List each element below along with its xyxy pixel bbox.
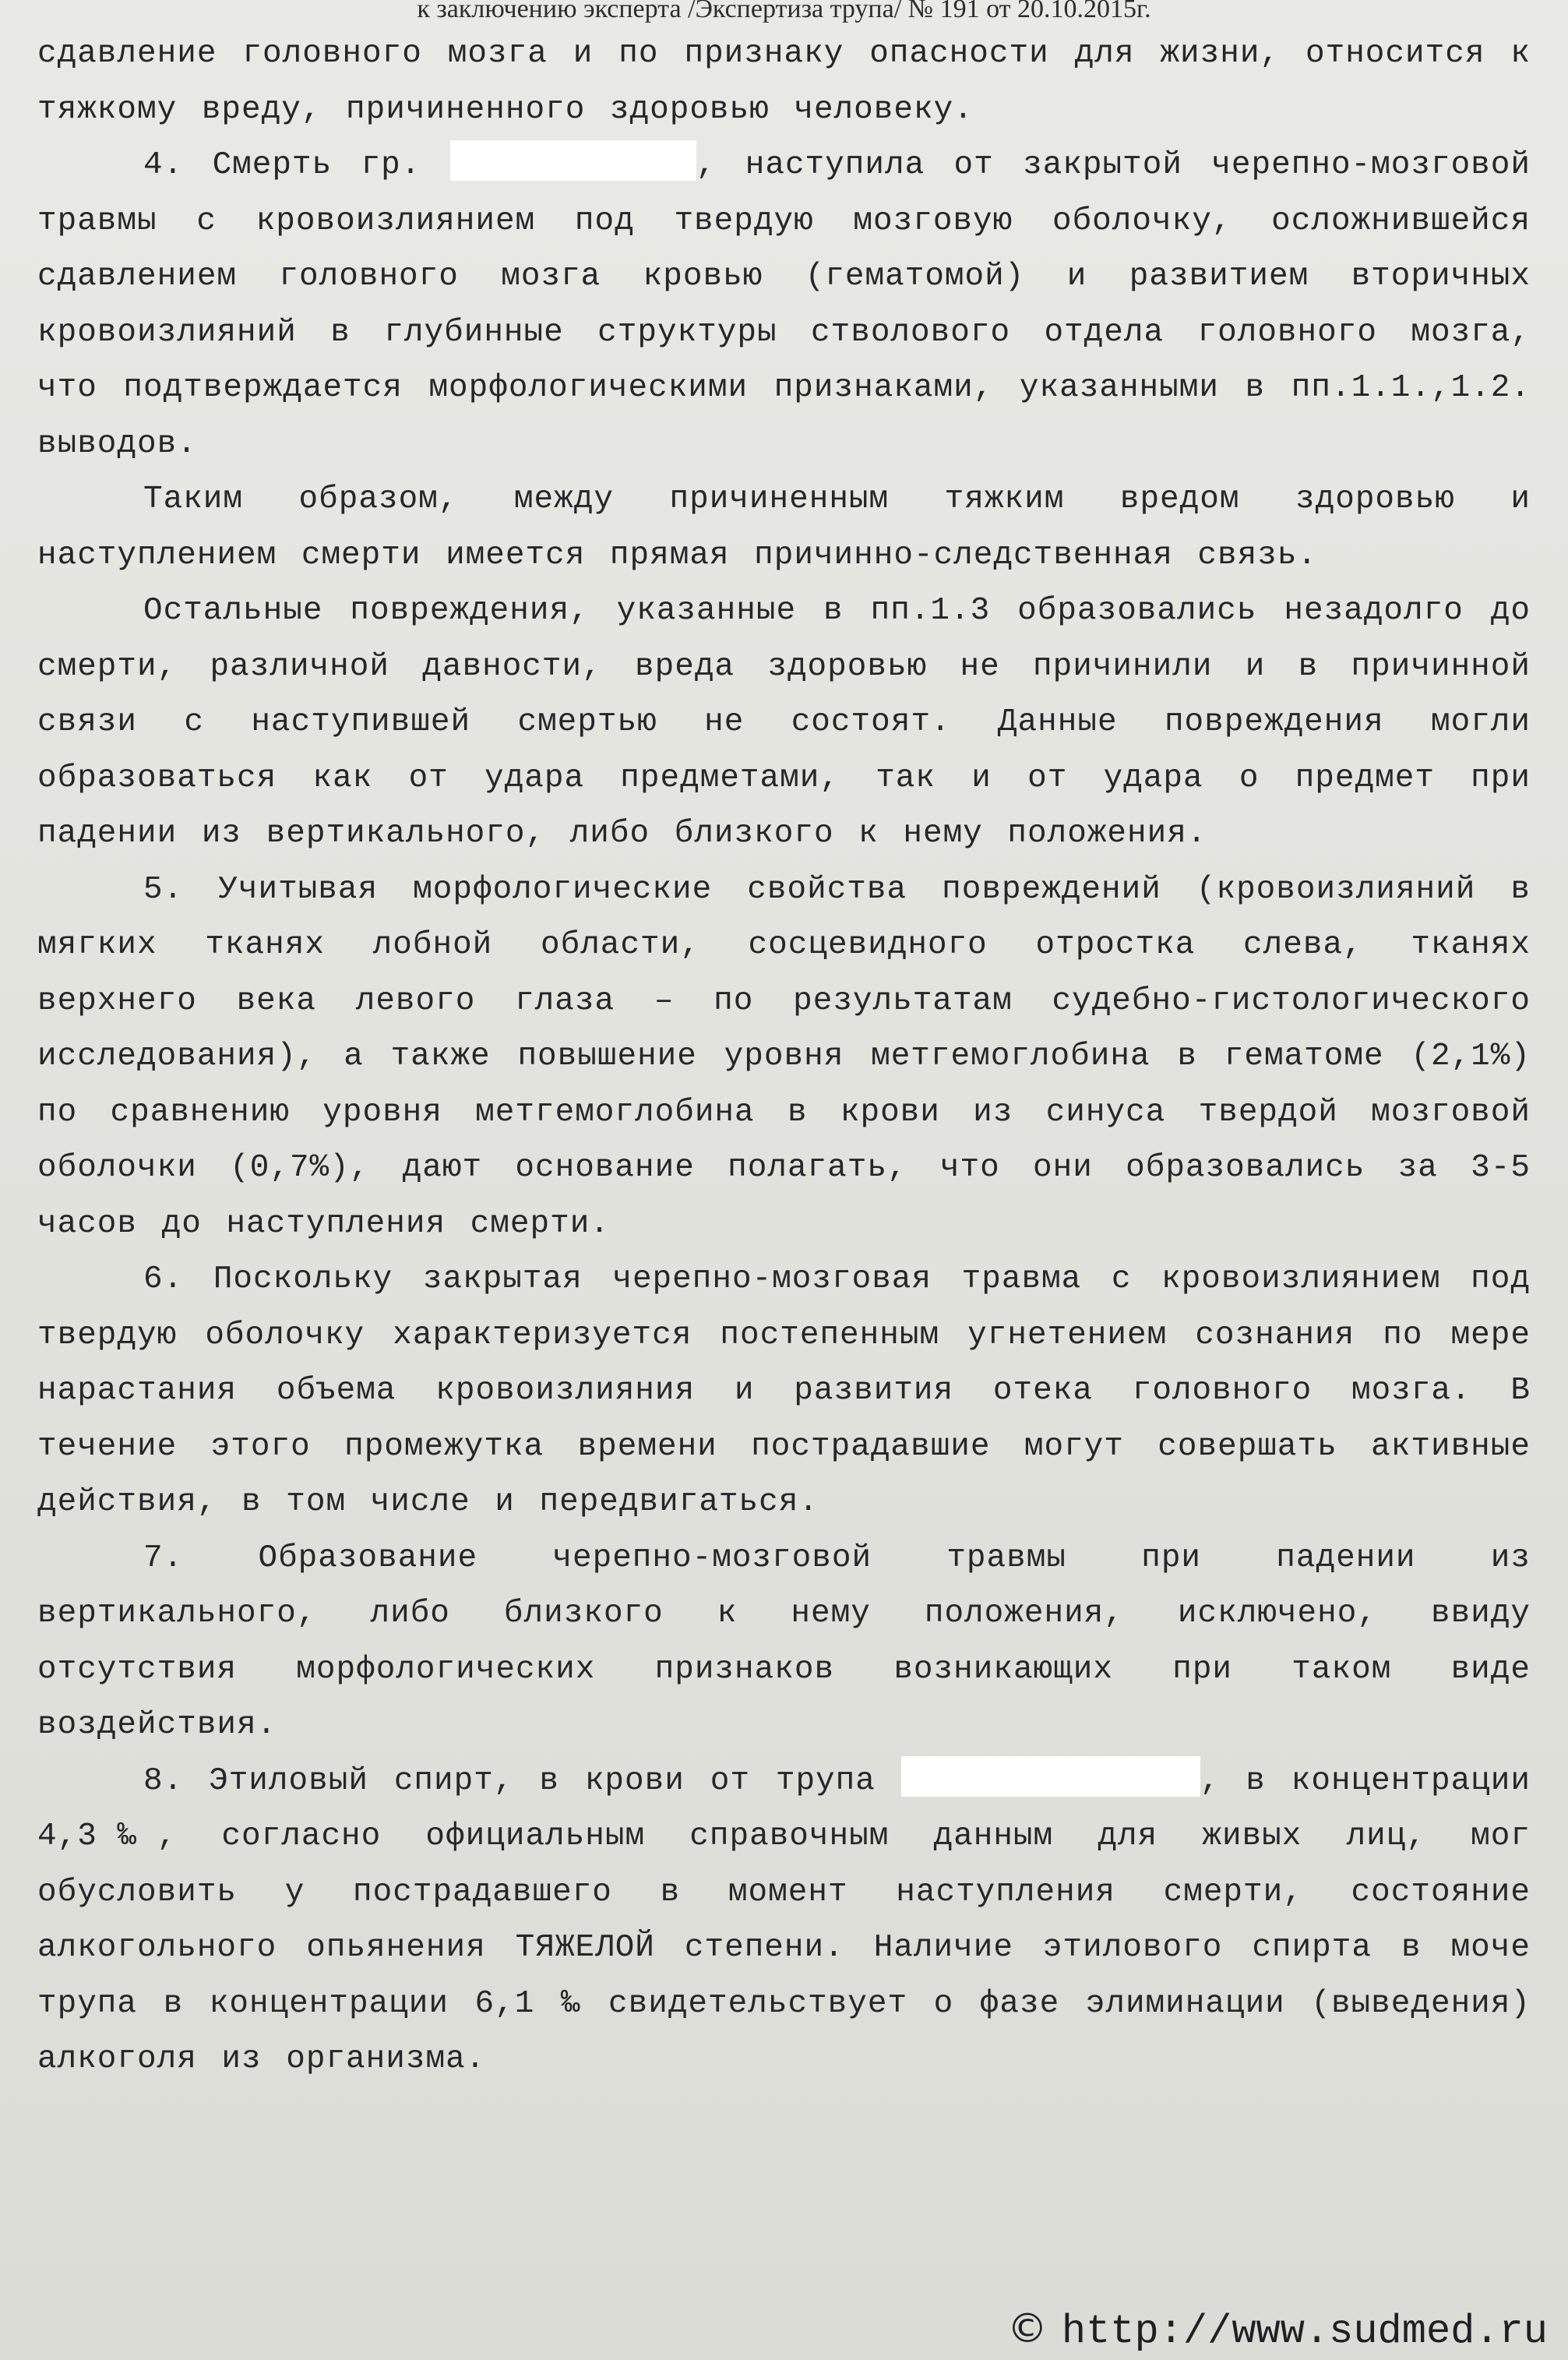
document-body: [37, 26, 1531, 2088]
watermark: [1007, 2305, 1548, 2355]
paragraph-conclusion: Таким образом, между причиненным тяжким вредом здоровью и наступлением смерти имеется прямая причинно-следственная связь.: [37, 482, 1531, 573]
paragraph-6: 6. Поскольку закрытая черепно-мозговая травма с кровоизлиянием под твердую оболочку характеризуется постепенным угнетением сознания по мере нарастания объема кровоизлияния и развития отека головного мозга. В течение этого промежутка времени пострадавшие могут совершать активные действия, в том числе и передвигаться.: [37, 1261, 1531, 1520]
paragraph-5: 5. Учитывая морфологические свойства повреждений (кровоизлияний в мягких тканях лобной области, сосцевидного отростка слева, тканях верхнего века левого глаза – по результатам судебно-гистологического исследования), а также повышение уровня метгемоглобина в гематоме (2,1%) по сравнению уровня метгемоглобина в крови из синуса твердой мозговой оболочки (0,7%), дают основание полагать, что они образовались за 3-5 часов до наступления смерти.: [37, 871, 1531, 1242]
page-header: к заключению эксперта /Экспертиза трупа/ № 191 от 20.10.2015г.: [417, 0, 1151, 23]
redaction-box: [901, 1756, 1200, 1797]
paragraph-8-rest: , в концентрации 4,3‰, согласно официальным справочным данным для живых лиц, мог обусловить у пострадавшего в момент наступления смерти, состояние алкогольного опьянения ТЯЖЕЛОЙ степени. Наличие этилового спирта в моче трупа в концентрации 6,1 ‰ свидетельствует о фазе элиминации (выведения) алкоголя из организма.: [37, 1762, 1531, 2077]
paragraph-4-start: 4. Смерть гр.: [143, 147, 421, 183]
watermark-url: http://www.sudmed.ru: [1061, 2309, 1548, 2355]
copyright-icon: ©: [1006, 2305, 1048, 2352]
paragraph-continuation: сдавление головного мозга и по признаку опасности для жизни, относится к тяжкому вреду, причиненного здоровью человеку.: [37, 36, 1531, 128]
paragraph-8: [37, 1754, 1531, 2088]
redaction-box: [450, 140, 696, 181]
paragraph-other-injuries: Остальные повреждения, указанные в пп.1.3 образовались незадолго до смерти, различной давности, вреда здоровью не причинили и в причинной связи с наступившей смертью не состоят. Данные повреждения могли образоваться как от удара предметами, так и от удара о предмет при падении из вертикального, либо близкого к нему положения.: [37, 593, 1531, 852]
paragraph-8-start: 8. Этиловый спирт, в крови от трупа: [143, 1762, 876, 1799]
paragraph-7: 7. Образование черепно-мозговой травмы при падении из вертикального, либо близкого к нему положения, исключено, ввиду отсутствия морфологических признаков возникающих при таком виде воздействия.: [37, 1540, 1531, 1743]
paragraph-4: [37, 138, 1531, 472]
paragraph-4-rest: , наступила от закрытой черепно-мозговой травмы с кровоизлиянием под твердую мозговую оболочку, осложнившейся сдавлением головного мозга кровью (гематомой) и развитием вторичных кровоизлияний в глубинные структуры стволового отдела головного мозга, что подтверждается морфологическими признаками, указанными в пп.1.1.,1.2. выводов.: [37, 147, 1531, 462]
